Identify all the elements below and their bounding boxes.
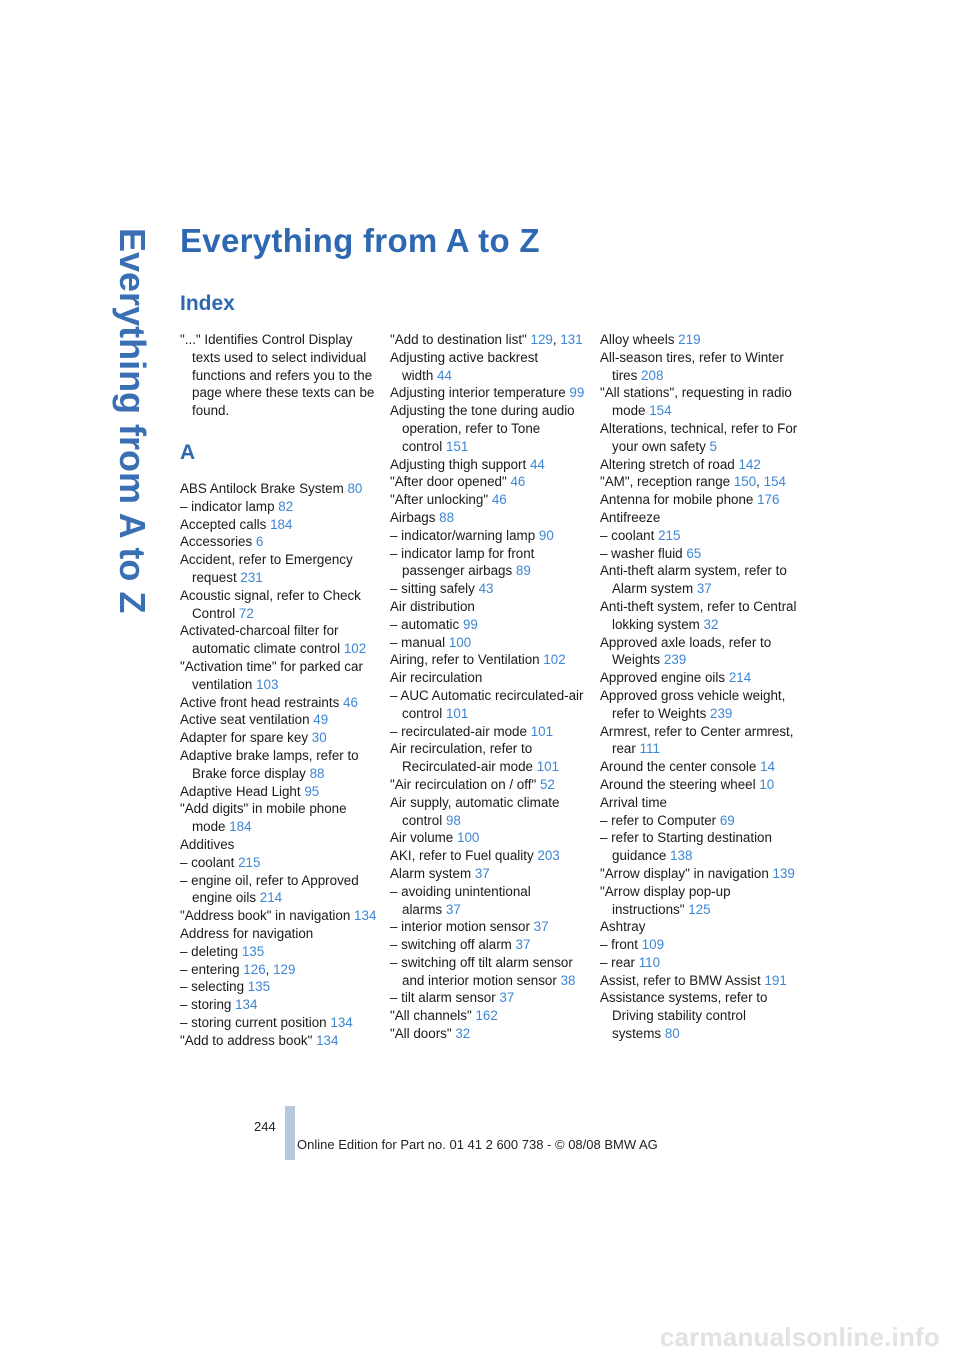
index-entry (390, 473, 590, 491)
index-entry-text: Adaptive brake lamps, refer to Brake force display (180, 747, 359, 781)
page-ref-link[interactable]: 37 (515, 937, 531, 953)
index-entry-text: Approved engine oils (600, 670, 726, 686)
index-entry (600, 918, 800, 936)
index-entry (390, 384, 590, 402)
index-entry-text: "Arrow display pop-up instructions" (600, 883, 731, 917)
page-ref-link[interactable]: 151 (445, 438, 469, 454)
page-ref-link[interactable]: 46 (343, 694, 358, 710)
page-ref-link[interactable]: 37 (499, 990, 515, 1006)
index-entry-text: Active front head restraints (180, 694, 340, 710)
page-ref-link[interactable]: 162 (475, 1008, 498, 1024)
index-entry (390, 669, 590, 687)
page-ref-link[interactable]: 129 (530, 332, 553, 347)
side-tab (112, 228, 153, 614)
index-entry (600, 758, 800, 776)
page-ref-link[interactable]: 231 (240, 569, 263, 585)
footer-text: Online Edition for Part no. 01 41 2 600 738 - © 08/08 BMW AG (297, 1137, 658, 1152)
page-ref-link[interactable]: 102 (543, 652, 566, 668)
index-entry-text: Airbags (390, 509, 436, 525)
page-ref-link[interactable]: 80 (664, 1026, 680, 1042)
page-ref-link[interactable]: 44 (437, 367, 452, 383)
index-entry (600, 545, 800, 563)
index-entry-text: "After door opened" (390, 474, 507, 490)
page-ref-link[interactable]: 138 (670, 848, 693, 864)
index-entry (600, 562, 800, 598)
page-ref-link[interactable]: 44 (529, 456, 545, 472)
index-entry-text: "All doors" (390, 1026, 452, 1042)
page-ref-link[interactable]: 135 (247, 979, 271, 995)
index-entry (600, 331, 800, 349)
page-ref-link[interactable]: 37 (696, 581, 712, 597)
index-entry-text: "AM", reception range (600, 474, 731, 490)
index-entry-text: Additives (180, 836, 235, 852)
page-ref-link[interactable]: 14 (760, 759, 775, 775)
index-entry (180, 978, 380, 996)
index-entry (390, 349, 590, 385)
index-entry-text: – selecting (180, 979, 245, 995)
page-ref-link[interactable]: 99 (462, 616, 478, 632)
index-entry (180, 907, 380, 925)
page-ref-link[interactable]: 69 (719, 812, 735, 828)
index-entry (180, 1014, 380, 1032)
index-entry (180, 498, 380, 516)
index-entry (180, 711, 380, 729)
index-entry-text: – deleting (180, 943, 239, 959)
index-entry (390, 616, 590, 634)
index-entry (180, 800, 380, 836)
letter-heading: A (180, 440, 196, 464)
index-entry-text: Adjusting thigh support (390, 456, 527, 472)
index-entry-text: Accessories (180, 534, 253, 550)
page-ref-link[interactable]: 52 (539, 776, 555, 792)
index-entry (180, 516, 380, 534)
index-column-3 (600, 331, 800, 1043)
index-entry (390, 491, 590, 509)
index-entry (390, 723, 590, 741)
page-ref-link[interactable]: 101 (536, 759, 560, 775)
page-ref-link[interactable]: 80 (347, 480, 363, 496)
page-ref-link[interactable]: 95 (304, 783, 320, 799)
index-entry (600, 456, 800, 474)
watermark: carmanualsonline.info (659, 1322, 940, 1352)
index-entry: – entering 126, 129 (180, 961, 296, 977)
index-entry-text: – sitting safely (390, 581, 475, 597)
index-entry (600, 723, 800, 759)
index-entry-text: – recirculated-air mode (390, 723, 527, 739)
index-entry (390, 847, 590, 865)
page-ref-link[interactable]: 32 (703, 616, 719, 632)
index-entry (390, 545, 590, 581)
index-entry (600, 420, 800, 456)
index-entry-text: – washer fluid (600, 545, 683, 561)
index-entry-text: Assistance systems, refer to Driving stability control systems (600, 990, 768, 1042)
index-entry (390, 740, 590, 776)
page-ref-link[interactable]: 134 (235, 997, 258, 1013)
index-entry (390, 829, 590, 847)
index-entry-text: Altering stretch of road (600, 456, 735, 472)
page-ref-link[interactable]: 103 (256, 676, 279, 692)
index-entry (390, 865, 590, 883)
index-entry (600, 687, 800, 723)
index-entry (600, 634, 800, 670)
page-ref-link[interactable]: 154 (649, 403, 672, 419)
page-ref-link[interactable]: 46 (491, 492, 507, 508)
entry-list (180, 480, 380, 1050)
page-ref-link[interactable]: 150 (733, 474, 757, 490)
index-entry (390, 936, 590, 954)
page-ref-link[interactable]: 109 (641, 937, 665, 953)
page-ref-link[interactable]: 126 (243, 961, 266, 977)
index-column-2 (390, 331, 590, 1043)
index-entry (600, 812, 800, 830)
index-entry (180, 622, 380, 658)
page-ref-link[interactable]: 99 (569, 385, 585, 401)
index-entry-text: Adaptive Head Light (180, 783, 301, 799)
page-ref-link[interactable]: 90 (538, 527, 554, 543)
side-tab-label: Everything from A to Z (112, 228, 153, 614)
index-entry-text: Adjusting interior temperature (390, 385, 566, 401)
page-ref-link[interactable]: 100 (448, 634, 472, 650)
index-entry (180, 854, 380, 872)
index-entry (180, 1032, 380, 1050)
index-entry-text: Airing, refer to Ventilation (390, 652, 540, 668)
index-entry-text: Arrival time (600, 794, 667, 810)
page-ref-link[interactable]: 101 (445, 705, 469, 721)
page-ref-link[interactable]: 65 (686, 545, 702, 561)
index-entry-text: Active seat ventilation (180, 712, 310, 728)
index-entry (180, 943, 380, 961)
index-entry-text: – automatic (390, 616, 460, 632)
index-entry (180, 729, 380, 747)
index-entry (600, 829, 800, 865)
index-entry (180, 694, 380, 712)
index-entry (180, 836, 380, 854)
index-entry-text: – front (600, 937, 638, 953)
index-entry (600, 936, 800, 954)
page-ref-link[interactable]: 135 (241, 943, 265, 959)
index-entry-text: – indicator lamp for front passenger airbags (390, 545, 535, 579)
index-entry-text: – indicator/warning lamp (390, 527, 536, 543)
index-entry (180, 747, 380, 783)
index-entry (180, 551, 380, 587)
index-intro: "..." Identifies Control Display texts used to select individual functions and refers you to the page where these texts can be found. (180, 332, 375, 419)
index-entry-text: Air supply, automatic climate control (390, 794, 560, 828)
index-entry-text: Approved gross vehicle weight, refer to Weights (600, 687, 786, 721)
index-entry (180, 925, 380, 943)
index-entry-text: Accident, refer to Emergency request (180, 552, 353, 585)
index-entry (390, 1025, 590, 1043)
page-ref-link[interactable]: 49 (313, 712, 329, 728)
index-entry-text: – indicator lamp (180, 498, 275, 514)
index-entry-text: "Activation time" for parked car ventilation (180, 658, 363, 692)
index-entry-text: Air volume (390, 830, 454, 846)
index-entry-text: Accepted calls (180, 516, 267, 532)
page-ref-link[interactable]: 10 (759, 776, 775, 792)
page-ref-link[interactable]: 184 (229, 819, 252, 835)
index-entry-text: "All channels" (390, 1008, 472, 1024)
index-entry (180, 872, 380, 908)
index-entry-text: – engine oil, refer to Approved engine oils (180, 872, 359, 906)
page-ref-link[interactable]: 203 (537, 848, 560, 864)
page-ref-link[interactable]: 100 (457, 830, 480, 846)
page-ref-link[interactable]: 215 (238, 854, 261, 870)
index-entry (180, 533, 380, 551)
index-entry: "AM", reception range 150, 154 (600, 474, 786, 490)
index-entry-text: – rear (600, 954, 635, 970)
page-ref-link[interactable]: 37 (533, 919, 549, 935)
page-ref-link[interactable]: 101 (530, 723, 554, 739)
index-entry (600, 669, 800, 687)
index-entry-text: Address for navigation (180, 925, 314, 941)
page-ref-link[interactable]: 5 (709, 438, 717, 454)
page-ref-link[interactable]: 134 (330, 1014, 353, 1030)
page-ref-link[interactable]: 43 (478, 581, 494, 597)
index-entry-text: – avoiding unintentional alarms (390, 883, 531, 917)
index-entry-text: "Air recirculation on / off" (390, 776, 537, 792)
index-entry (600, 349, 800, 385)
page-ref-link[interactable]: 72 (238, 605, 254, 621)
index-entry-text: Alterations, technical, refer to For your own safety (600, 420, 798, 454)
index-entry-text: – coolant (180, 854, 235, 870)
index-entry (390, 918, 590, 936)
index-entry-text: – refer to Starting destination guidance (600, 830, 772, 864)
page-ref-link[interactable]: 129 (273, 961, 296, 977)
page-ref-link[interactable]: 46 (510, 474, 526, 490)
index-entry (600, 794, 800, 812)
page-ref-link[interactable]: 134 (354, 908, 377, 924)
index-entry (180, 783, 380, 801)
index-entry-text: – tilt alarm sensor (390, 990, 496, 1006)
page-ref-link[interactable]: 125 (688, 901, 711, 917)
index-entry-text: Alloy wheels (600, 332, 675, 347)
footer-bar (285, 1106, 295, 1160)
index-entry (390, 989, 590, 1007)
index-entry-text: Anti-theft alarm system, refer to Alarm system (600, 563, 787, 597)
page-ref-link[interactable]: 30 (311, 730, 327, 746)
index-entry-text: Acoustic signal, refer to Check Control (180, 587, 361, 621)
index-entry-text: – switching off tilt alarm sensor and interior motion sensor (390, 954, 573, 988)
page-ref-link[interactable]: 111 (639, 741, 660, 757)
index-entry: "Add to destination list" 129, 131 (390, 332, 583, 347)
index-entry-text: Approved axle loads, refer to Weights (600, 634, 772, 668)
index-entry-text: – entering (180, 961, 240, 977)
index-entry (390, 509, 590, 527)
index-entry-text: Around the center console (600, 759, 757, 775)
index-entry (600, 883, 800, 919)
index-entry (390, 402, 590, 455)
index-entry (600, 776, 800, 794)
index-entry (390, 456, 590, 474)
index-entry (390, 580, 590, 598)
index-entry-text: – interior motion sensor (390, 919, 530, 935)
index-entry (390, 651, 590, 669)
index-entry-text: "Add to destination list" (390, 332, 527, 347)
index-entry-text: Adjusting the tone during audio operation, refer to Tone control (390, 403, 575, 454)
page-ref-link[interactable]: 215 (658, 527, 681, 543)
page-ref-link[interactable]: 139 (772, 865, 795, 881)
page-ref-link[interactable]: 219 (678, 332, 701, 347)
index-entry-text: Adjusting active backrest width (390, 349, 539, 383)
page-ref-link[interactable]: 134 (316, 1032, 339, 1048)
page-ref-link[interactable]: 110 (638, 954, 661, 970)
index-entry-text: – coolant (600, 527, 655, 543)
page-ref-link[interactable]: 214 (259, 890, 283, 906)
index-entry-text: Assist, refer to BMW Assist (600, 972, 761, 988)
page-title: Everything from A to Z (180, 222, 540, 259)
index-entry-text: – refer to Computer (600, 812, 717, 828)
index-entry-text: Antenna for mobile phone (600, 492, 754, 508)
index-entry (600, 865, 800, 883)
page-ref-link[interactable]: 184 (270, 516, 293, 532)
page-ref-link[interactable]: 89 (515, 563, 531, 579)
index-entry (390, 794, 590, 830)
index-entry-text: "Add digits" in mobile phone mode (180, 801, 347, 835)
index-entry-text: – AUC Automatic recirculated-air control (390, 687, 584, 721)
page-ref-link[interactable]: 88 (439, 509, 455, 525)
index-entry-text: Alarm system (390, 865, 472, 881)
page-ref-link[interactable]: 239 (663, 652, 687, 668)
index-entry (390, 883, 590, 919)
page-ref-link[interactable]: 191 (764, 972, 787, 988)
page-ref-link[interactable]: 38 (560, 972, 576, 988)
index-entry (600, 509, 800, 527)
index-entry (390, 527, 590, 545)
page-ref-link[interactable]: 208 (641, 367, 664, 383)
index-entry-text: "Address book" in navigation (180, 908, 351, 924)
index-column-1 (180, 331, 380, 1049)
index-entry (600, 491, 800, 509)
page-ref-link[interactable]: 239 (710, 705, 733, 721)
page-ref-link[interactable]: 98 (445, 812, 461, 828)
page-ref-link[interactable]: 6 (255, 534, 264, 550)
page-ref-link[interactable]: 88 (309, 765, 325, 781)
index-entry-text: Armrest, refer to Center armrest, rear (600, 723, 794, 757)
index-entry (600, 972, 800, 990)
index-entry-text: Antifreeze (600, 509, 661, 525)
page-ref-link[interactable]: 37 (445, 901, 461, 917)
page-ref-link[interactable]: 176 (757, 492, 780, 508)
index-entry-text: AKI, refer to Fuel quality (390, 848, 534, 864)
index-entry (390, 687, 590, 723)
index-entry-text: Ashtray (600, 919, 646, 935)
index-entry (600, 989, 800, 1042)
index-entry (390, 598, 590, 616)
page-ref-link[interactable]: 37 (474, 865, 490, 881)
index-entry-text: "Add to address book" (180, 1032, 313, 1048)
index-entry-text: All-season tires, refer to Winter tires (600, 349, 784, 383)
index-entry (180, 480, 380, 498)
index-entry-text: Activated-charcoal filter for automatic climate control (180, 623, 341, 657)
section-title: Index (180, 292, 235, 315)
index-entry-text: "All stations", requesting in radio mode (600, 385, 792, 419)
page-ref-link[interactable]: 32 (455, 1026, 471, 1042)
page-ref-link[interactable]: 82 (278, 498, 294, 514)
index-entry (390, 1007, 590, 1025)
index-entry (180, 587, 380, 623)
index-entry (600, 527, 800, 545)
index-entry-text: ABS Antilock Brake System (180, 480, 344, 496)
page-ref-link[interactable]: 131 (560, 332, 583, 347)
index-entry-text: Air recirculation, refer to Recirculated-air mode (390, 741, 533, 775)
page-number: 244 (254, 1119, 276, 1134)
index-entry-text: – manual (390, 634, 446, 650)
index-entry-text: "After unlocking" (390, 492, 489, 508)
index-entry (390, 776, 590, 794)
index-entry (180, 996, 380, 1014)
index-entry (600, 954, 800, 972)
index-entry-text: – switching off alarm (390, 937, 512, 953)
index-entry (600, 598, 800, 634)
index-entry-text: Adapter for spare key (180, 730, 309, 746)
page-ref-link[interactable]: 154 (763, 474, 786, 490)
index-entry-text: Air recirculation (390, 670, 483, 686)
index-entry-text: – storing current position (180, 1014, 327, 1030)
index-entry-text: Anti-theft system, refer to Central lokking system (600, 598, 797, 632)
page-ref-link[interactable]: 214 (728, 670, 752, 686)
index-entry (390, 954, 590, 990)
index-entry-text: "Arrow display" in navigation (600, 865, 769, 881)
index-entry (600, 384, 800, 420)
index-entry (390, 634, 590, 652)
page-ref-link[interactable]: 102 (343, 641, 367, 657)
index-entry-text: – storing (180, 997, 232, 1013)
index-entry-text: Around the steering wheel (600, 776, 756, 792)
index-entry-text: Air distribution (390, 598, 475, 614)
entry-list (390, 331, 590, 1043)
entry-list (600, 331, 800, 1043)
page-ref-link[interactable]: 142 (738, 456, 761, 472)
index-entry (180, 658, 380, 694)
